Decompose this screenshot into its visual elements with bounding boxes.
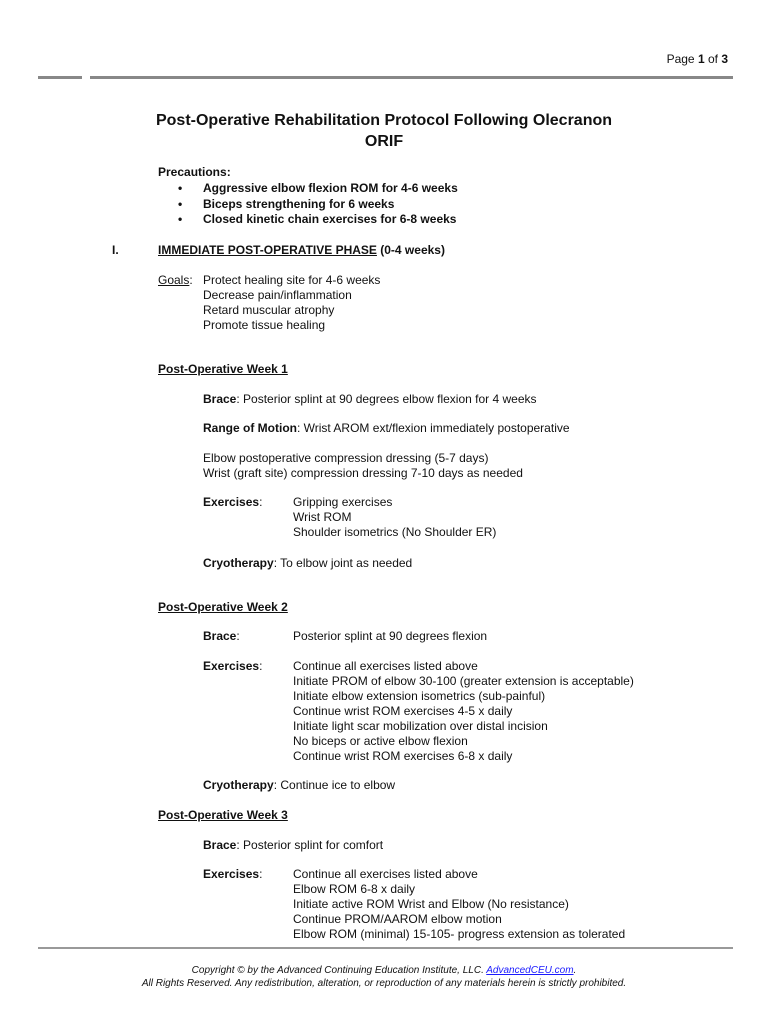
- exercises-colon: :: [259, 867, 263, 881]
- exercise-item: Initiate elbow extension isometrics (sub-painful): [293, 689, 546, 703]
- page-total: 3: [721, 52, 728, 66]
- exercise-item: Initiate PROM of elbow 30-100 (greater extension is acceptable): [293, 674, 634, 688]
- exercise-item: Continue all exercises listed above: [293, 867, 478, 881]
- goal-item: Protect healing site for 4-6 weeks: [203, 273, 381, 287]
- exercises-label: Exercises: [203, 495, 260, 509]
- week2-cryotherapy: [203, 778, 395, 793]
- page-current: 1: [697, 52, 705, 66]
- brace-label: Brace: [203, 838, 237, 852]
- brace-label: Brace: [203, 392, 237, 406]
- exercise-item: Continue all exercises listed above: [293, 659, 478, 673]
- footer-copyright: [0, 964, 768, 977]
- precautions-heading: Precautions:: [158, 165, 231, 179]
- week1-rom: [203, 421, 570, 436]
- week1-cryotherapy: [203, 556, 412, 571]
- exercise-item: Initiate active ROM Wrist and Elbow (No resistance): [293, 897, 569, 911]
- exercise-item: Continue wrist ROM exercises 6-8 x daily: [293, 749, 513, 763]
- week2-brace-text: Posterior splint at 90 degrees flexion: [293, 629, 488, 643]
- week2-brace-label: [203, 629, 240, 644]
- week2-heading: Post-Operative Week 2: [158, 600, 288, 614]
- exercises-colon: :: [259, 495, 263, 509]
- week3-exercises-list: [293, 867, 625, 942]
- exercise-item: No biceps or active elbow flexion: [293, 734, 468, 748]
- copyright-text: Copyright © by the Advanced Continuing Education Institute, LLC.: [191, 965, 487, 976]
- phase-numeral: I.: [112, 243, 119, 257]
- week1-exercises-label: [203, 495, 262, 510]
- exercise-item: Wrist ROM: [293, 510, 352, 524]
- rom-text: : Wrist AROM ext/flexion immediately postoperative: [296, 421, 570, 435]
- title-line-2: ORIF: [364, 133, 404, 150]
- exercises-label: Exercises: [203, 867, 260, 881]
- goals-list: [203, 273, 380, 333]
- header-rule-short: [38, 76, 82, 79]
- goals-colon: :: [189, 273, 193, 287]
- precaution-item: • Aggressive elbow flexion ROM for 4-6 weeks: [158, 181, 458, 197]
- precaution-item: • Closed kinetic chain exercises for 6-8 weeks: [158, 212, 458, 228]
- week3-heading: Post-Operative Week 3: [158, 808, 288, 822]
- cryo-label: Cryotherapy: [203, 778, 274, 792]
- goal-item: Promote tissue healing: [203, 318, 326, 332]
- exercise-item: Continue wrist ROM exercises 4-5 x daily: [293, 704, 513, 718]
- brace-text: : Posterior splint at 90 degrees elbow flexion for 4 weeks: [236, 392, 537, 406]
- copyright-period: .: [573, 965, 577, 976]
- footer: [0, 964, 768, 990]
- week3-exercises-label: [203, 867, 262, 882]
- goal-item: Decrease pain/inflammation: [203, 288, 352, 302]
- week1-heading: Post-Operative Week 1: [158, 362, 288, 376]
- goal-item: Retard muscular atrophy: [203, 303, 335, 317]
- exercises-colon: :: [259, 659, 263, 673]
- week2-exercises-label: [203, 659, 262, 674]
- rom-label: Range of Motion: [203, 421, 297, 435]
- cryo-text: : Continue ice to elbow: [273, 778, 396, 792]
- exercise-item: Continue PROM/AAROM elbow motion: [293, 912, 502, 926]
- cryo-label: Cryotherapy: [203, 556, 274, 570]
- cryo-text: : To elbow joint as needed: [273, 556, 413, 570]
- footer-rule: [38, 947, 733, 949]
- phase-heading: [158, 243, 445, 258]
- brace-colon: :: [236, 629, 240, 643]
- exercises-label: Exercises: [203, 659, 260, 673]
- header-rule-long: [90, 76, 733, 79]
- week2-exercises-list: [293, 659, 634, 764]
- exercise-item: Gripping exercises: [293, 495, 393, 509]
- phase-range: (0-4 weeks): [376, 243, 445, 257]
- page-number: [667, 52, 728, 67]
- week1-dressing-wrist: Wrist (graft site) compression dressing 7-10 days as needed: [203, 466, 523, 480]
- advancedceu-link[interactable]: AdvancedCEU.com: [486, 965, 574, 976]
- brace-text: : Posterior splint for comfort: [236, 838, 384, 852]
- week1-brace: [203, 392, 537, 407]
- exercise-item: Shoulder isometrics (No Shoulder ER): [293, 525, 497, 539]
- week1-dressing-elbow: Elbow postoperative compression dressing (5-7 days): [203, 451, 489, 465]
- week1-exercises-list: [293, 495, 496, 540]
- title-line-1: Post-Operative Rehabilitation Protocol Following Olecranon: [155, 112, 613, 129]
- exercise-item: Elbow ROM (minimal) 15-105- progress extension as tolerated: [293, 927, 626, 941]
- phase-title: IMMEDIATE POST-OPERATIVE PHASE: [158, 243, 377, 257]
- exercise-item: Elbow ROM 6-8 x daily: [293, 882, 416, 896]
- page-prefix: Page: [666, 52, 698, 66]
- goals-word: Goals: [158, 273, 190, 287]
- page-of: of: [704, 52, 722, 66]
- week3-brace: [203, 838, 383, 853]
- brace-label: Brace: [203, 629, 237, 643]
- footer-rights: All Rights Reserved. Any redistribution, alteration, or reproduction of any materials herein is strictly prohibited.: [141, 978, 627, 989]
- precautions-list: [158, 181, 458, 228]
- exercise-item: Initiate light scar mobilization over distal incision: [293, 719, 548, 733]
- document-title: [100, 110, 668, 152]
- precaution-item: • Biceps strengthening for 6 weeks: [158, 197, 458, 213]
- goals-label: [158, 273, 193, 288]
